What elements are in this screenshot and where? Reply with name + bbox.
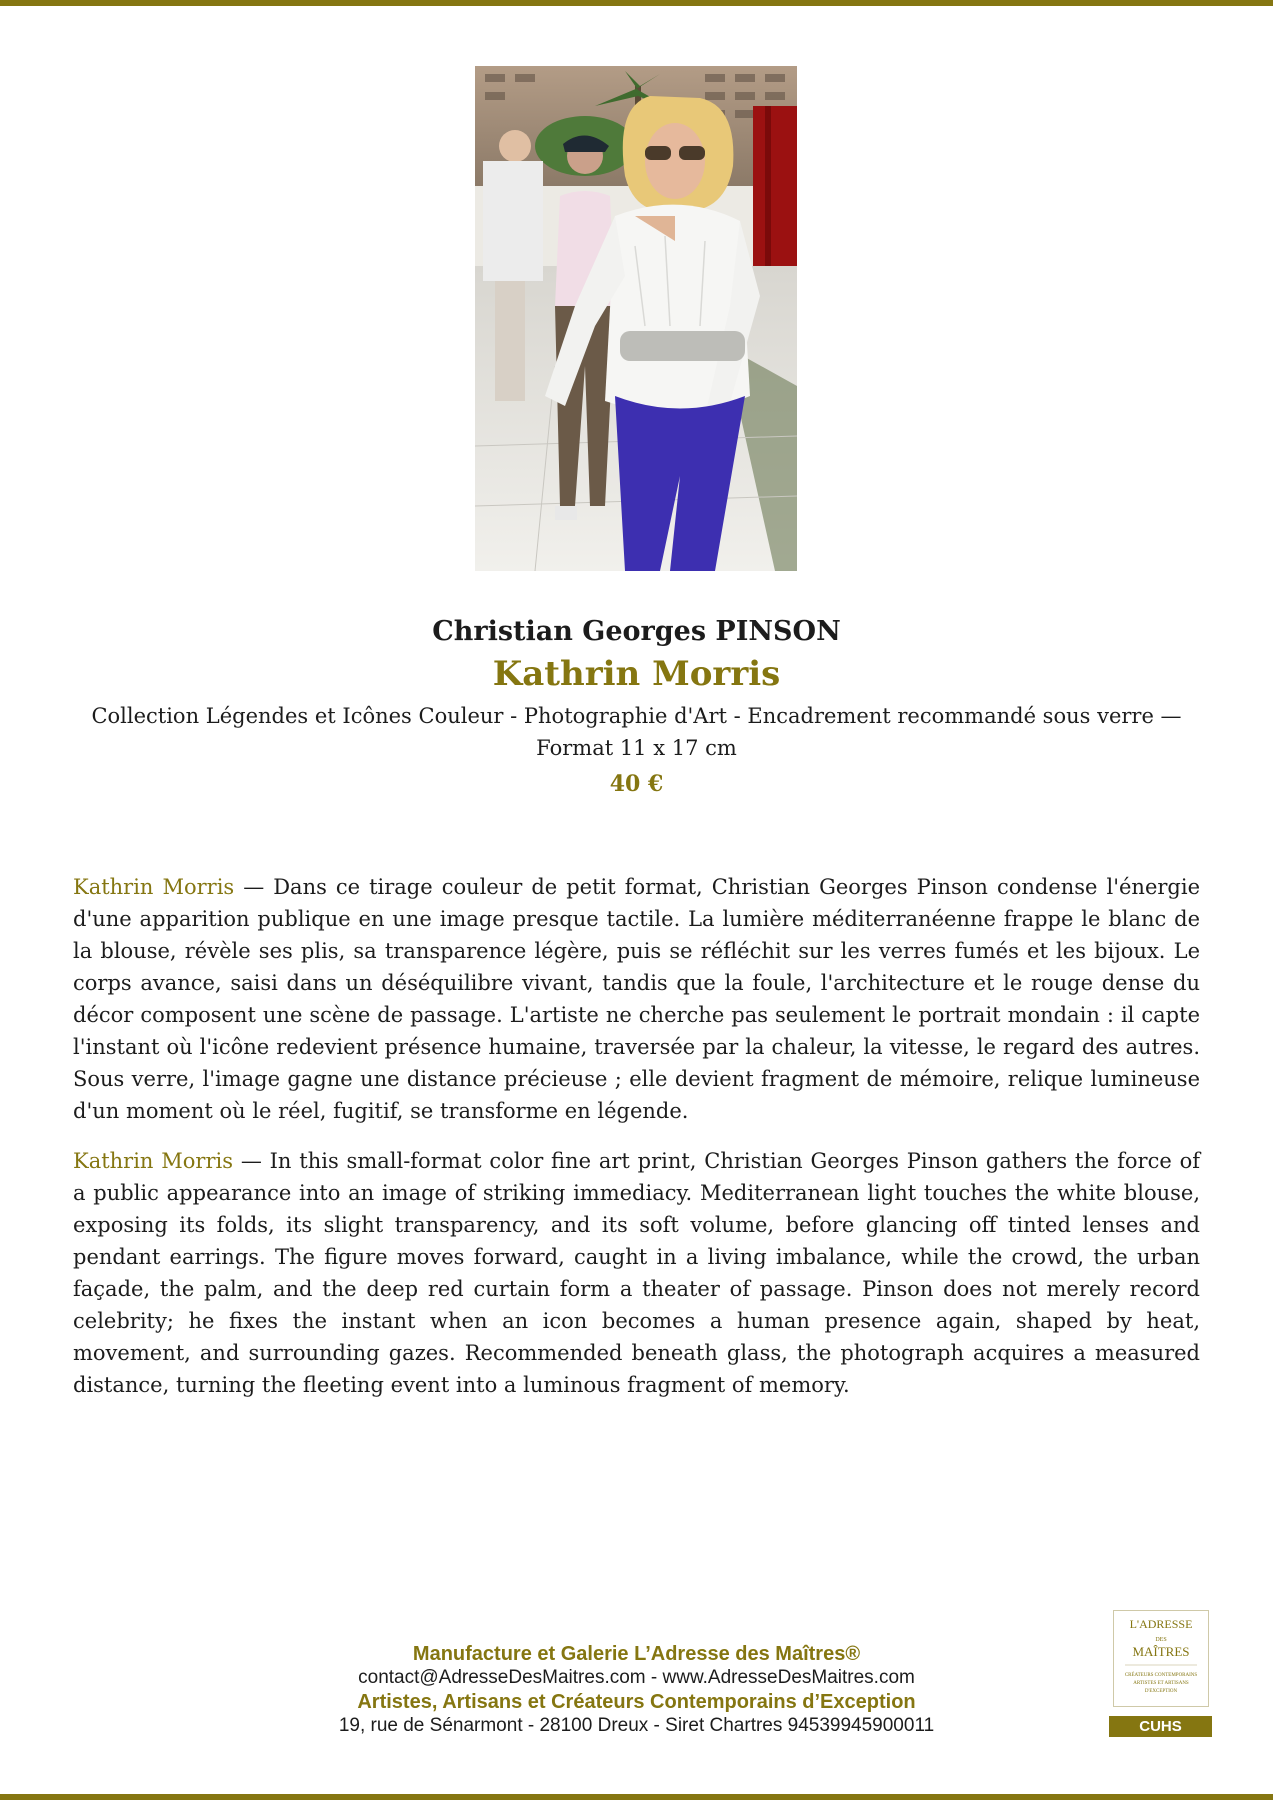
artwork-description (73, 871, 1200, 1419)
artwork-meta: Collection Légendes et Icônes Couleur - Photographie d'Art - Encadrement recommandé sous verre — Format 11 x 17 cm (91, 704, 1182, 760)
footer-gallery-name: Manufacture et Galerie L’Adresse des Maîtres® (412, 1643, 861, 1665)
description-en-text: — In this small-format color fine art print, Christian Georges Pinson gathers the force of a public appearance into an image of striking immediacy. Mediterranean light touches the white blouse, exposing its folds, its slight transparency, and its soft volume, before glancing off tinted lenses and pendant earrings. The figure moves forward, caught in a living imbalance, while the crowd, the urban façade, the palm, and the deep red curtain form a theater of passage. Pinson does not merely record celebrity; he fixes the instant when an icon becomes a human presence again, shaped by heat, movement, and surrounding gazes. Recommended beneath glass, the photograph acquires a measured distance, turning the fleeting event into a luminous fragment of memory. (73, 1149, 1200, 1397)
logo-tagline1: CRÉATEURS CONTEMPORAINS (1124, 1673, 1198, 1678)
cuhs-badge: CUHS (1109, 1716, 1212, 1737)
footer-contact: contact@AdresseDesMaitres.com - www.AdresseDesMaitres.com (358, 1667, 915, 1688)
artwork-price: 40 € (609, 771, 664, 797)
footer-tagline: Artistes, Artisans et Créateurs Contemporains d’Exception (357, 1691, 916, 1713)
logo-tagline3: D'EXCEPTION (1144, 1689, 1178, 1694)
bottom-rule (0, 1794, 1273, 1800)
artwork-photo (475, 66, 797, 571)
artwork-photo-image (475, 66, 797, 571)
logo-line3: MAÎTRES (1132, 1644, 1190, 1659)
footer-address: 19, rue de Sénarmont - 28100 Dreux - Siret Chartres 94539945900011 (338, 1715, 935, 1736)
artwork-header (60, 612, 1213, 800)
logo-line1: L'ADRESSE (1129, 1617, 1193, 1631)
description-fr-lead: Kathrin Morris (73, 875, 235, 899)
description-fr-text: — Dans ce tirage couleur de petit format, Christian Georges Pinson condense l'énergie d'une apparition publique en une image presque tactile. La lumière méditerranéenne frappe le blanc de la blouse, révèle ses plis, sa transparence légère, puis se réfléchit sur les verres fumés et les bijoux. Le corps avance, saisi dans un déséquilibre vivant, tandis que la foule, l'architecture et le rouge dense du décor composent une scène de passage. L'artiste ne cherche pas seulement le portrait mondain : il capte l'instant où l'icône redevient présence humaine, traversée par la chaleur, la vitesse, le regard des autres. Sous verre, l'image gagne une distance précieuse ; elle devient fragment de mémoire, relique lumineuse d'un moment où le réel, fugitif, se transforme en légende. (73, 875, 1200, 1123)
gallery-logo-icon (1113, 1610, 1209, 1707)
top-rule (0, 0, 1273, 6)
logo-line2: DES (1155, 1637, 1167, 1643)
footer (200, 1642, 1073, 1738)
logo-tagline2: ARTISTES ET ARTISANS (1133, 1681, 1189, 1686)
artwork-title: Kathrin Morris (492, 654, 781, 694)
description-en-lead: Kathrin Morris (73, 1149, 233, 1173)
description-fr (73, 871, 1200, 1127)
description-en (73, 1145, 1200, 1401)
artist-name: Christian Georges PINSON (432, 616, 841, 647)
